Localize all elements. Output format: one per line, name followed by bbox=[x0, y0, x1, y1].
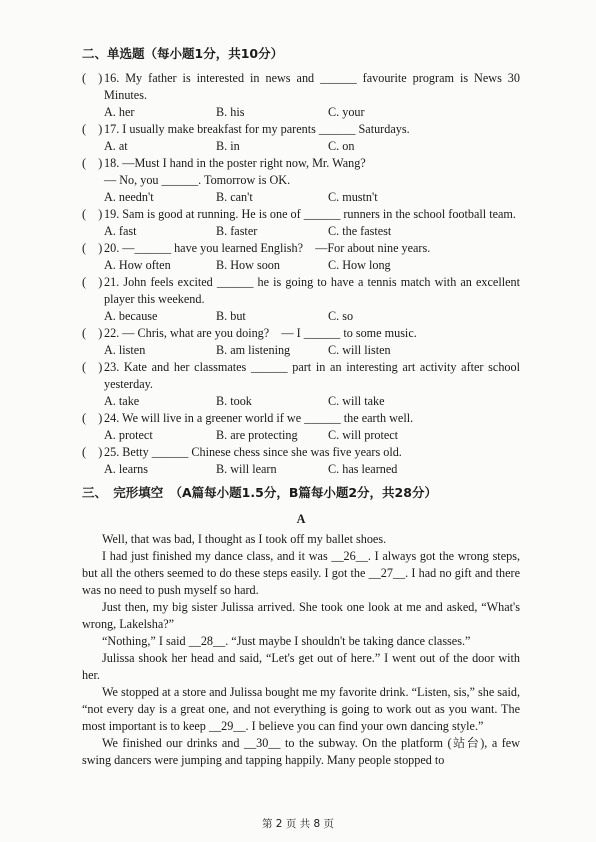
question-item bbox=[82, 325, 520, 359]
question-item bbox=[82, 359, 520, 410]
passage bbox=[82, 531, 520, 769]
option-a: A. her bbox=[104, 105, 135, 119]
option-a: A. needn't bbox=[104, 190, 154, 204]
option-a: A. because bbox=[104, 309, 158, 323]
options-row bbox=[82, 104, 520, 121]
option-b: B. but bbox=[216, 309, 246, 323]
answer-blank[interactable]: ( ) bbox=[82, 326, 103, 340]
question-item bbox=[82, 121, 520, 155]
question-list bbox=[82, 70, 520, 478]
answer-blank[interactable]: ( ) bbox=[82, 241, 103, 255]
question-item bbox=[82, 240, 520, 274]
question-text: 22. — Chris, what are you doing? — I ______ to some music. bbox=[104, 326, 417, 340]
question-item bbox=[82, 155, 520, 206]
section-2-title: 二、单选题（每小题1分，共10分） bbox=[82, 46, 284, 61]
question-item bbox=[82, 70, 520, 121]
option-b: B. How soon bbox=[216, 258, 280, 272]
question-text: 17. I usually make breakfast for my parents ______ Saturdays. bbox=[104, 122, 410, 136]
option-b: B. in bbox=[216, 139, 240, 153]
options-row bbox=[82, 223, 520, 240]
option-c: C. will listen bbox=[328, 343, 391, 357]
answer-blank[interactable]: ( ) bbox=[82, 360, 103, 374]
option-b: B. can't bbox=[216, 190, 253, 204]
options-row bbox=[82, 461, 520, 478]
option-c: C. mustn't bbox=[328, 190, 378, 204]
question-text: 23. Kate and her classmates ______ part in an interesting art activity after school yesterday. bbox=[104, 360, 520, 391]
answer-blank[interactable]: ( ) bbox=[82, 71, 103, 85]
options-row bbox=[82, 257, 520, 274]
options-row bbox=[82, 189, 520, 206]
question-item bbox=[82, 444, 520, 478]
passage-title: A bbox=[296, 512, 306, 526]
question-text: 20. —______ have you learned English? —For about nine years. bbox=[104, 241, 431, 255]
option-c: C. the fastest bbox=[328, 224, 392, 238]
question-text: 21. John feels excited ______ he is going to have a tennis match with an excellent player this weekend. bbox=[104, 275, 520, 306]
passage-paragraph: Julissa shook her head and said, “Let's get out of here.” I went out of the door with her. bbox=[82, 651, 520, 682]
options-row bbox=[82, 138, 520, 155]
option-b: B. are protecting bbox=[216, 428, 298, 442]
question-text: 19. Sam is good at running. He is one of ______ runners in the school football team. bbox=[104, 207, 516, 221]
answer-blank[interactable]: ( ) bbox=[82, 411, 103, 425]
options-row bbox=[82, 342, 520, 359]
answer-blank[interactable]: ( ) bbox=[82, 445, 103, 459]
passage-paragraph: “Nothing,” I said __28__. “Just maybe I shouldn't be taking dance classes.” bbox=[102, 634, 471, 648]
page-footer: 第 2 页 共 8 页 bbox=[261, 818, 335, 830]
question-item bbox=[82, 410, 520, 444]
question-text: 24. We will live in a greener world if we ______ the earth well. bbox=[104, 411, 414, 425]
options-row bbox=[82, 308, 520, 325]
option-a: A. fast bbox=[104, 224, 137, 238]
option-a: A. take bbox=[104, 394, 140, 408]
option-b: B. faster bbox=[216, 224, 258, 238]
answer-blank[interactable]: ( ) bbox=[82, 207, 103, 221]
answer-blank[interactable]: ( ) bbox=[82, 275, 103, 289]
passage-paragraph: I had just finished my dance class, and it was __26__. I always got the wrong steps, but all the others seemed to do these steps easily. I got the __27__. I had no gift and there was no need to push myself so hard. bbox=[82, 549, 520, 597]
option-a: A. listen bbox=[104, 343, 146, 357]
option-c: C. will protect bbox=[328, 428, 399, 442]
option-a: A. protect bbox=[104, 428, 153, 442]
option-a: A. How often bbox=[104, 258, 171, 272]
option-c: C. How long bbox=[328, 258, 391, 272]
question-item bbox=[82, 274, 520, 325]
question-text: 25. Betty ______ Chinese chess since she was five years old. bbox=[104, 445, 402, 459]
question-text: 16. My father is interested in news and ______ favourite program is News 30 Minutes. bbox=[104, 71, 520, 102]
option-c: C. has learned bbox=[328, 462, 398, 476]
option-a: A. learns bbox=[104, 462, 148, 476]
option-b: B. will learn bbox=[216, 462, 277, 476]
option-b: B. took bbox=[216, 394, 252, 408]
options-row bbox=[82, 427, 520, 444]
passage-paragraph: Well, that was bad, I thought as I took off my ballet shoes. bbox=[102, 532, 387, 546]
options-row bbox=[82, 393, 520, 410]
option-c: C. on bbox=[328, 139, 355, 153]
question-text-line-2: — No, you ______. Tomorrow is OK. bbox=[104, 173, 291, 187]
answer-blank[interactable]: ( ) bbox=[82, 156, 103, 170]
option-b: B. his bbox=[216, 105, 245, 119]
option-c: C. will take bbox=[328, 394, 385, 408]
option-c: C. so bbox=[328, 309, 354, 323]
question-item bbox=[82, 206, 520, 240]
question-text: 18. —Must I hand in the poster right now, Mr. Wang? bbox=[104, 156, 366, 170]
passage-paragraph: We finished our drinks and __30__ to the subway. On the platform (站台), a few swing dancers were jumping and tapping happily. Many people stopped to bbox=[82, 736, 520, 767]
passage-paragraph: We stopped at a store and Julissa bought me my favorite drink. “Listen, sis,” she said, “not every day is a great one, and not everything is going to work out as you want. The most important is to keep __29__. I believe you can find your own dancing style.” bbox=[82, 685, 520, 733]
option-a: A. at bbox=[104, 139, 128, 153]
passage-paragraph: Just then, my big sister Julissa arrived. She took one look at me and asked, “What's wrong, Lakelsha?” bbox=[82, 600, 520, 631]
answer-blank[interactable]: ( ) bbox=[82, 122, 103, 136]
option-c: C. your bbox=[328, 105, 365, 119]
option-b: B. am listening bbox=[216, 343, 291, 357]
section-3-title: 三、 完形填空 （A篇每小题1.5分，B篇每小题2分，共28分） bbox=[82, 485, 437, 500]
